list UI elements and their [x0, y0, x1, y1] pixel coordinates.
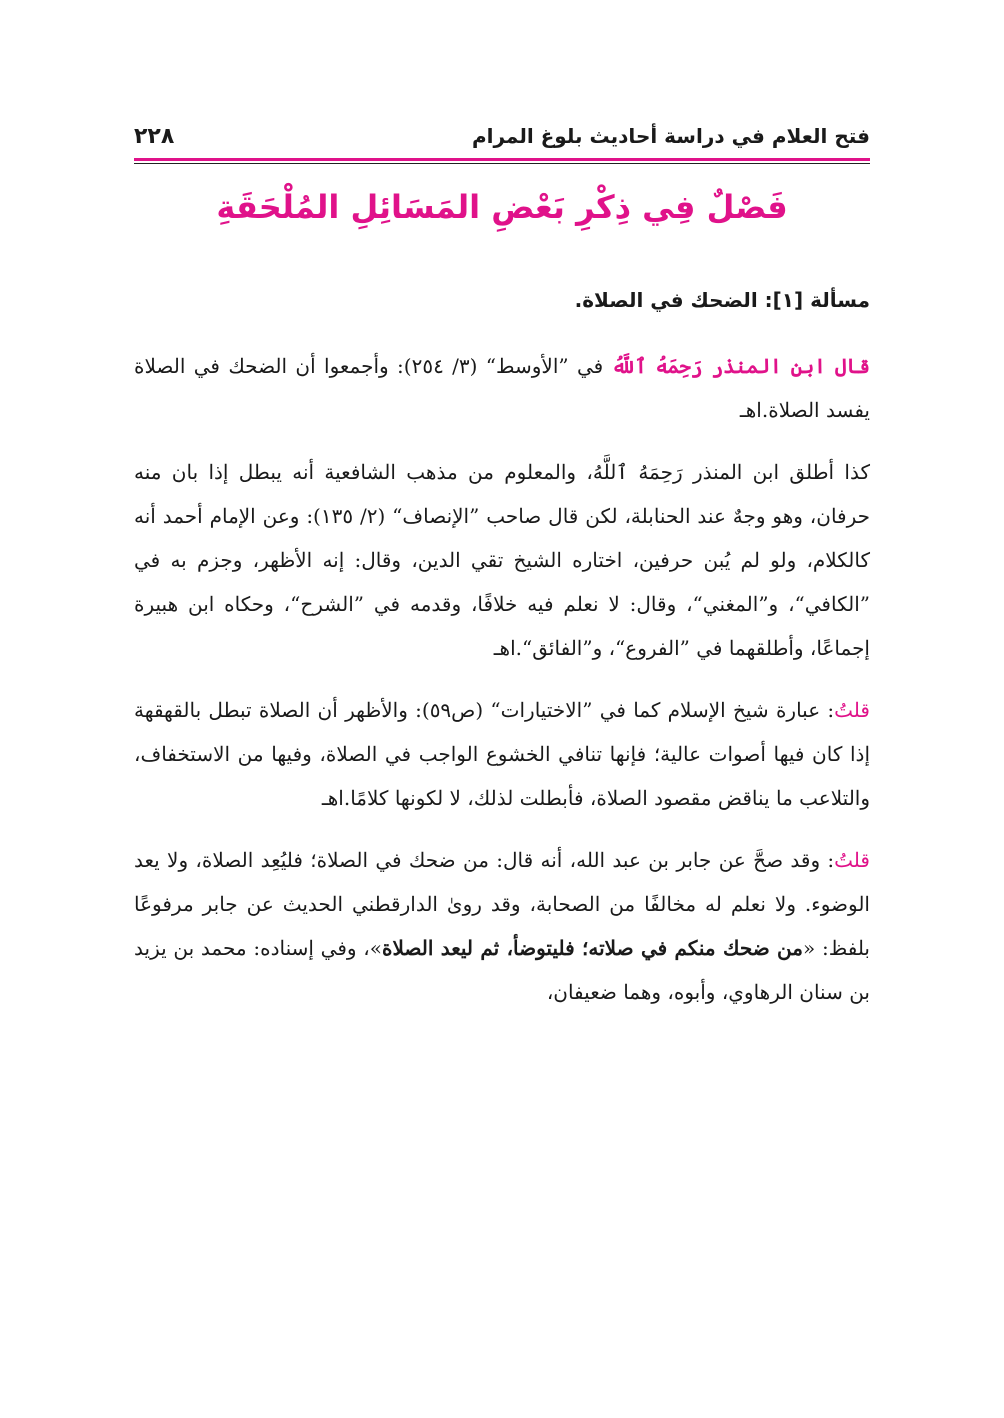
running-title: فتح العلام في دراسة أحاديث بلوغ المرام [471, 124, 870, 148]
issue-title: الضحك في الصلاة. [574, 288, 758, 312]
paragraph-text: »، وفي إسناده: محمد بن يزيد بن سنان الرهاوي، وأبوه، وهما ضعيفان، [134, 936, 870, 1004]
page-header [134, 116, 870, 156]
chapter-title: فَصْلٌ فِي ذِكْرِ بَعْضِ المَسَائِلِ المُلْحَقَةِ [216, 188, 788, 226]
paragraph-ibn-almundhir [134, 344, 870, 432]
header-rule-pink [134, 158, 870, 161]
paragraph-text: : عبارة شيخ الإسلام كما في ”الاختيارات“ (ص٥٩): والأظهر أن الصلاة تبطل بالقهقهة إذا كان فيها أصوات عالية؛ فإنها تنافي الخشوع الواجب في الصلاة، وفيها من الاستخفاف، والتلاعب ما يناقض مقصود الصلاة، فأبطلت لذلك، لا لكونها كلامًا.اهـ [134, 698, 870, 810]
paragraph-qult-2 [134, 838, 870, 1014]
issue-label: مسألة [١]: [764, 288, 870, 312]
page-number: ٢٢٨ [134, 123, 175, 149]
paragraph-text: في ”الأوسط“ (٣/ ٢٥٤): وأجمعوا أن الضحك في الصلاة يفسد الصلاة.اهـ [134, 354, 870, 422]
paragraph-qult-1 [134, 688, 870, 820]
header-rule-thin [134, 163, 870, 164]
paragraph-text: : وقد صحَّ عن جابر بن عبد الله، أنه قال: من ضحك في الصلاة؛ فليُعِد الصلاة، ولا يعد الوضوء. ولا نعلم له مخالفًا من الصحابة، وقد رویٰ الدارقطني الحديث عن جابر مرفوعًا بلفظ: « [134, 848, 871, 960]
hadith-text: من ضحك منكم في صلاته؛ فليتوضأ، ثم ليعد الصلاة [381, 936, 803, 960]
paragraph-text: كذا أطلق ابن المنذر رَحِمَهُ ٱللَّهُ، والمعلوم من مذهب الشافعية أنه يبطل إذا بان منه حرفان، وهو وجهٌ عند الحنابلة، لكن قال صاحب ”الإنصاف“ (٢/ ١٣٥): وعن الإمام أحمد أنه كالكلام، ولو لم يُبن حرفين، اختاره الشيخ تقي الدين، وقال: إنه الأظهر، وجزم به في ”الكافي“، و”المغني“، وقال: لا نعلم فيه خلافًا، وقدمه في ”الشرح“، وحكاه ابن هبيرة إجماعًا، وأطلقهما في ”الفروع“، و”الفائق“.اهـ [134, 460, 870, 660]
page-body [134, 278, 870, 1032]
qult-label: قلتُ [834, 698, 870, 722]
issue-heading [134, 278, 870, 322]
qult-label: قلتُ [834, 848, 870, 872]
paragraph-commentary [134, 450, 870, 670]
speaker-name: قال ابن المنذر رَحِمَهُ ٱللَّهُ [611, 354, 870, 378]
